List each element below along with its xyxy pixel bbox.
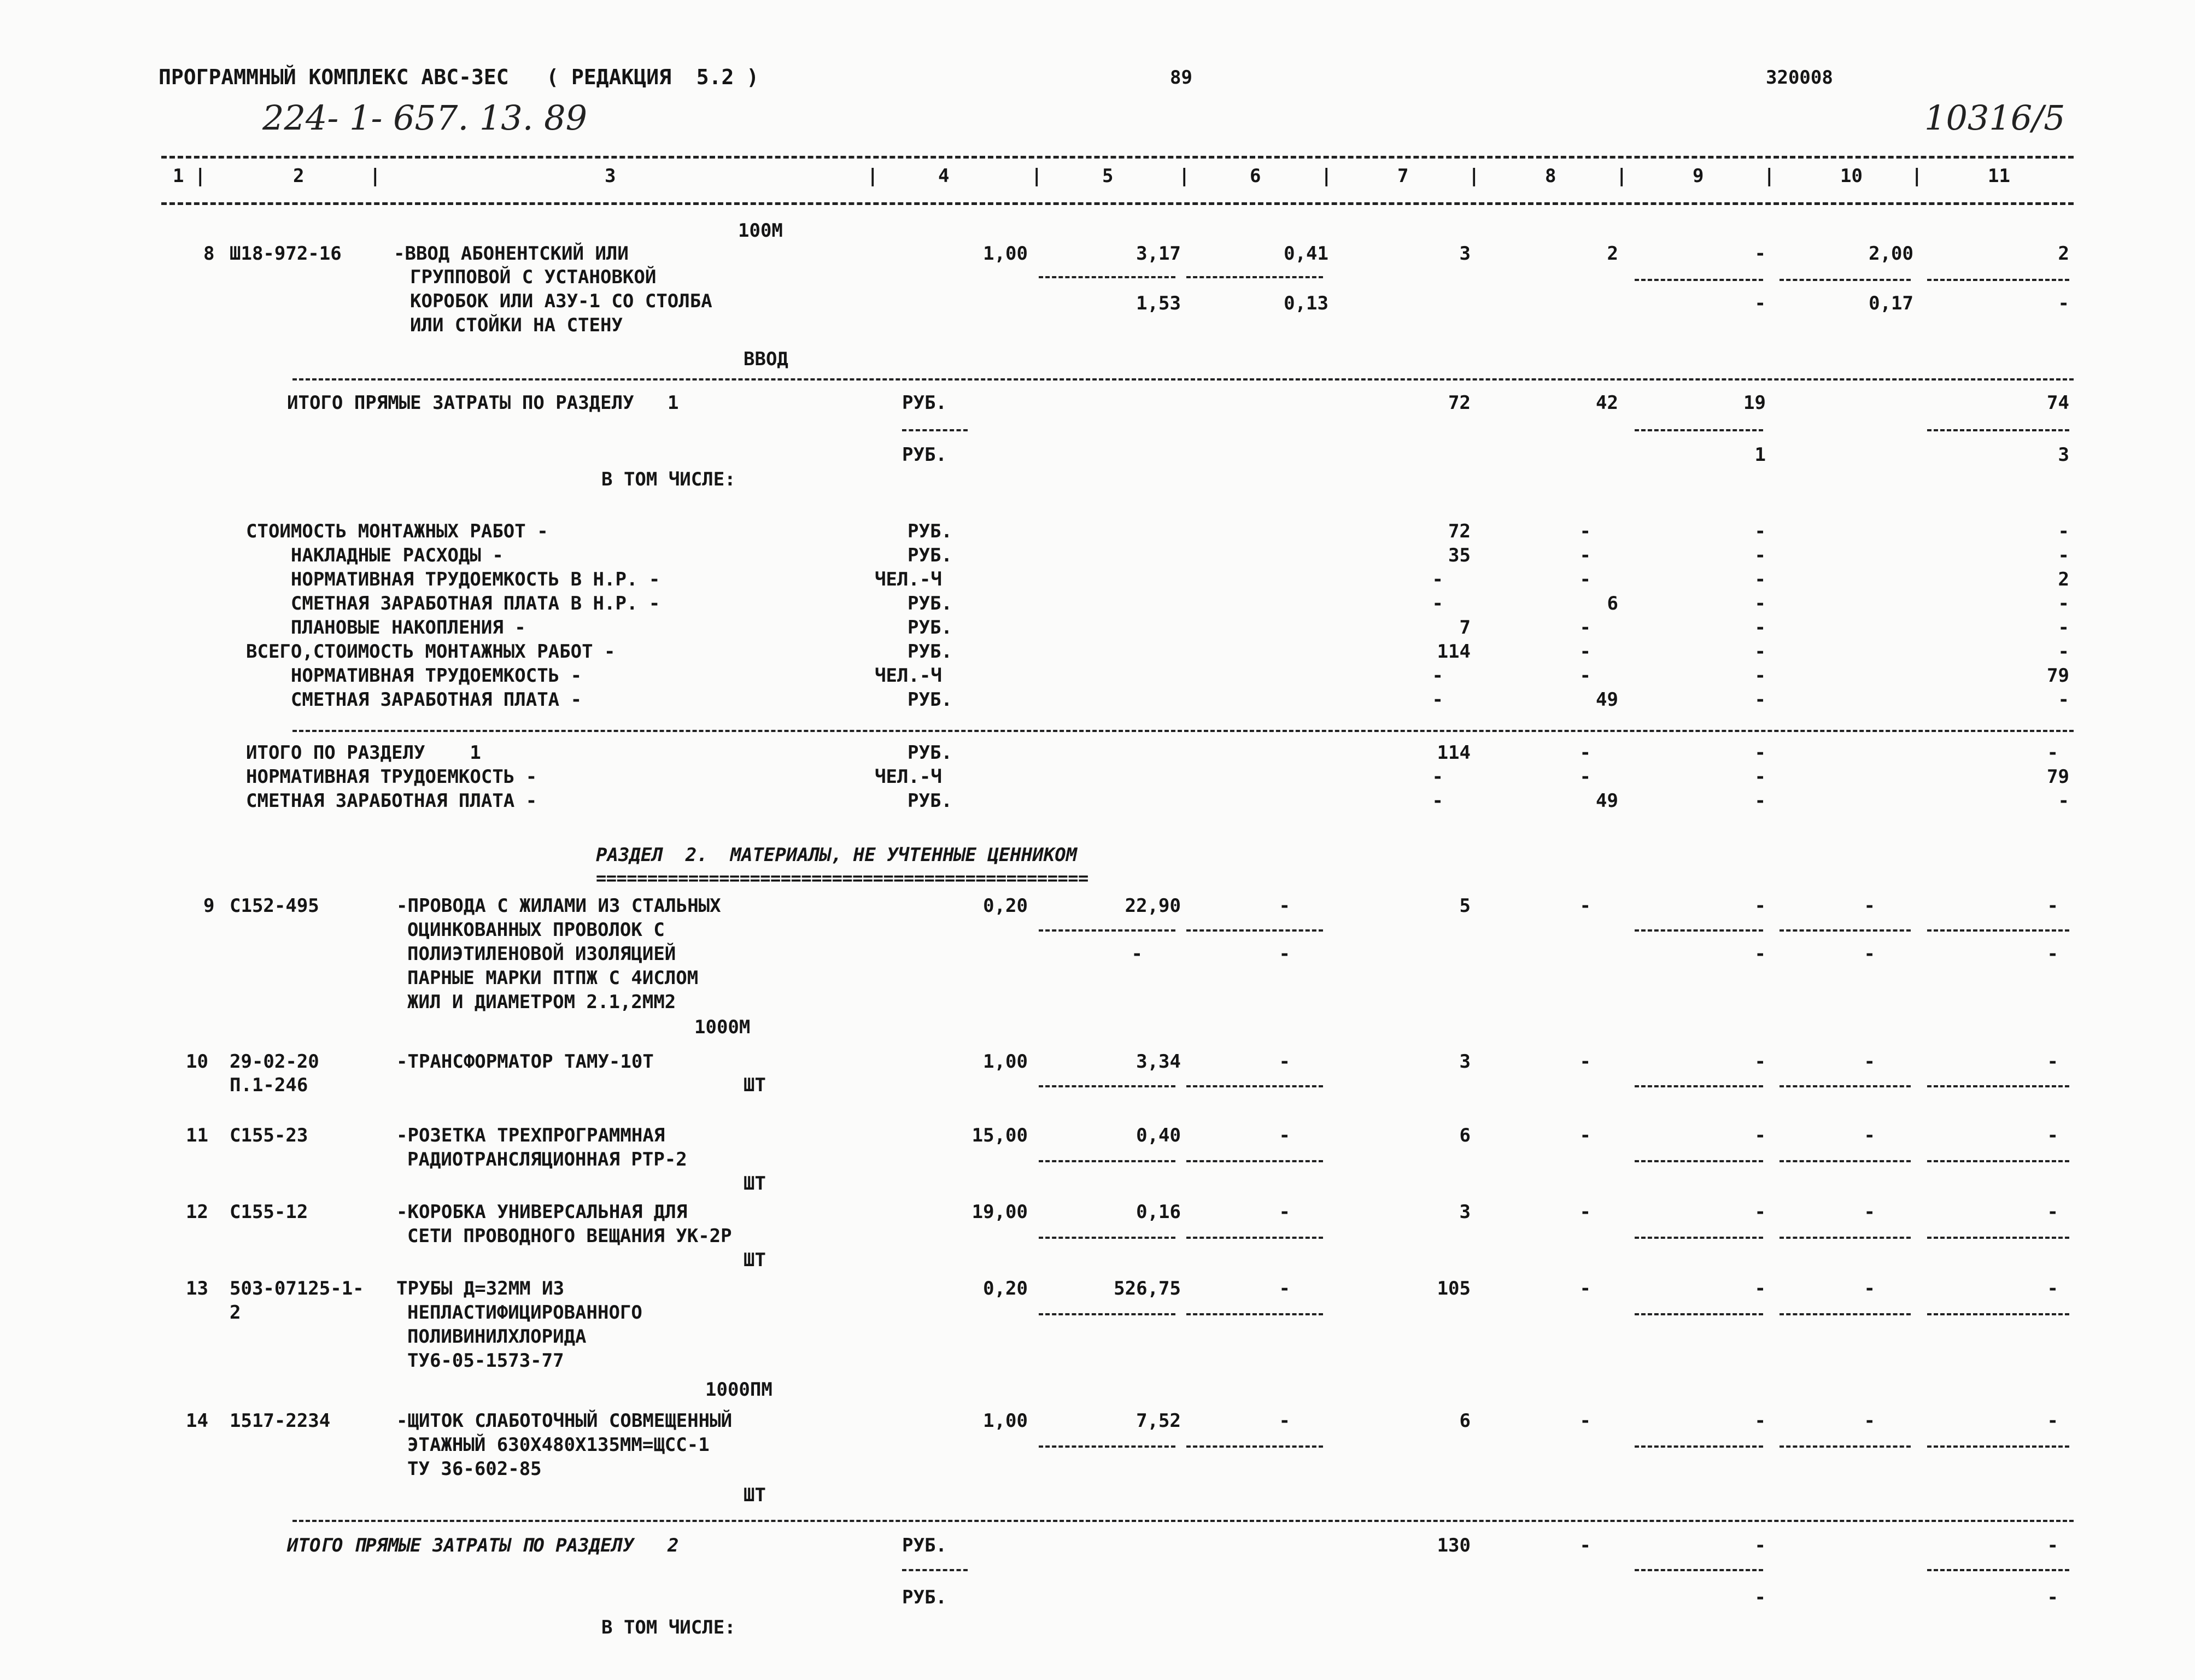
row-unit: 1000ПМ [705,1379,772,1401]
breakdown-col11: 2 [2058,569,2069,590]
row-code-secondary: 2 [230,1302,241,1324]
row-code: С155-23 [230,1125,308,1146]
row-quantity: 15,00 [971,1125,1028,1146]
row-desc-line: ИЛИ СТОЙКИ НА СТЕНУ [410,314,623,336]
row-desc-line: ОЦИНКОВАННЫХ ПРОВОЛОК С [407,919,665,941]
table-top-rule [161,156,2074,159]
col-sep: | [1468,165,1480,187]
row-wage-total: - [1579,1125,1591,1146]
row-desc-line: ГРУППОВОЙ С УСТАНОВКОЙ [410,266,657,288]
breakdown-unit: ЧЕЛ.-Ч [875,665,942,687]
row-code: Ш18-972-16 [230,243,342,265]
row-desc-line: -ПРОВОДА С ЖИЛАМИ ИЗ СТАЛЬНЫХ [396,895,721,917]
row-desc-line: ЭТАЖНЫЙ 630Х480Х135ММ=ЩСС-1 [407,1434,710,1456]
row-number: 9 [203,895,215,917]
breakdown-col7: 114 [1437,641,1471,663]
col-7: 7 [1397,165,1409,187]
totals-col8: - [1579,742,1591,764]
row-number: 14 [186,1410,208,1432]
row-col10: - [1864,895,1875,917]
row-col10: - [1864,1125,1875,1146]
row-wage-cost: - [1279,1278,1290,1299]
breakdown-label: НАКЛАДНЫЕ РАСХОДЫ - [246,545,504,566]
section2-title-underline: ================================================ [596,868,1088,888]
row-unit: 1000М [694,1016,751,1038]
row-col9-secondary: - [1754,292,1766,314]
section2-title: РАЗДЕЛ 2. МАТЕРИАЛЫ, НЕ УЧТЕННЫЕ ЦЕННИКОМ [596,844,1078,866]
breakdown-unit: РУБ. [908,617,952,639]
breakdown-col9: - [1754,569,1766,590]
breakdown-col8: 49 [1596,689,1618,711]
totals-label: НОРМАТИВНАЯ ТРУДОЕМКОСТЬ - [246,766,537,788]
col-4: 4 [938,165,950,187]
row-code: 29-02-20 [230,1051,319,1073]
col-9: 9 [1693,165,1704,187]
row-col9-secondary: - [1754,943,1766,965]
section1-direct-unit-secondary: РУБ. [902,444,947,466]
section2-direct-col8: - [1579,1535,1591,1556]
section1-direct-col9: 19 [1743,392,1766,414]
breakdown-col9: - [1754,545,1766,566]
totals-col7: - [1432,790,1443,812]
row-unit-cost: 7,52 [1136,1410,1181,1432]
section2-direct-col9: - [1754,1535,1766,1556]
breakdown-col11: - [2058,689,2069,711]
row-wage-total: - [1579,1278,1591,1299]
breakdown-col7: - [1432,665,1443,687]
row-col11: - [2047,895,2058,917]
row-unit-cost: 526,75 [1114,1278,1181,1299]
totals-col11: - [2058,790,2069,812]
row-desc-line: ТУ 36-602-85 [407,1458,542,1480]
breakdown-label: НОРМАТИВНАЯ ТРУДОЕМКОСТЬ - [246,665,582,687]
row-desc-line: ТРУБЫ Д=32ММ ИЗ [396,1278,565,1299]
document-code: 320008 [1766,67,1833,89]
section1-direct-col8: 42 [1596,392,1618,414]
row-quantity: 1,00 [983,1051,1028,1073]
page-number: 89 [1170,67,1192,89]
breakdown-unit: РУБ. [908,593,952,614]
row-col10: - [1864,1410,1875,1432]
totals-col9: - [1754,742,1766,764]
row-col9: - [1754,243,1766,265]
breakdown-col11: - [2058,520,2069,542]
col-sep: | [1764,165,1775,187]
section1-direct-col9-secondary: 1 [1754,444,1766,466]
section1-rule [292,378,2074,381]
row-col11: 2 [2058,243,2069,265]
row-unit-cost-secondary: 1,53 [1136,292,1181,314]
breakdown-unit: ЧЕЛ.-Ч [875,569,942,590]
totals-col11: 79 [2047,766,2069,788]
row-quantity: 0,20 [983,895,1028,917]
breakdown-col9: - [1754,665,1766,687]
col-1: 1 [173,165,184,187]
row-desc-line: ПОЛИЭТИЛЕНОВОЙ ИЗОЛЯЦИЕЙ [407,943,676,965]
row-desc-line: КОРОБОК ИЛИ АЗУ-1 СО СТОЛБА [410,290,712,312]
row-col11: - [2047,1278,2058,1299]
breakdown-label: СТОИМОСТЬ МОНТАЖНЫХ РАБОТ - [246,520,548,542]
totals-unit: ЧЕЛ.-Ч [875,766,942,788]
totals-col8: - [1579,766,1591,788]
row-quantity: 1,00 [983,243,1028,265]
row-unit: ШТ [744,1484,766,1506]
breakdown-col7: 35 [1448,545,1471,566]
row-col9: - [1754,1410,1766,1432]
program-title: ПРОГРАММНЫЙ КОМПЛЕКС АВС-ЗЕС ( РЕДАКЦИЯ 5.2 ) [159,65,759,89]
row-code: 1517-2234 [230,1410,331,1432]
row-desc-line: ЖИЛ И ДИАМЕТРОМ 2.1,2ММ2 [407,991,676,1013]
col-sep: | [370,165,381,187]
row-code: С155-12 [230,1201,308,1223]
col-6: 6 [1250,165,1261,187]
section1-direct-col11-secondary: 3 [2058,444,2069,466]
row-total: 3 [1459,1201,1471,1223]
row-total: 3 [1459,243,1471,265]
row-number: 10 [186,1051,208,1073]
breakdown-label: ВСЕГО,СТОИМОСТЬ МОНТАЖНЫХ РАБОТ - [246,641,616,663]
breakdown-col8: - [1579,569,1591,590]
breakdown-col9: - [1754,520,1766,542]
row-quantity: 19,00 [971,1201,1028,1223]
row-unit-cost: 3,34 [1136,1051,1181,1073]
row-col10: - [1864,1051,1875,1073]
row-wage-total: - [1579,1201,1591,1223]
totals-col8: 49 [1596,790,1618,812]
section1-direct-unit: РУБ. [902,392,947,414]
totals-label: ИТОГО ПО РАЗДЕЛУ 1 [246,742,481,764]
breakdown-col8: - [1579,520,1591,542]
breakdown-col7: 7 [1459,617,1471,639]
breakdown-label: СМЕТНАЯ ЗАРАБОТНАЯ ПЛАТА В Н.Р. - [246,593,660,614]
row-col10: - [1864,1201,1875,1223]
row-wage-cost: - [1279,1410,1290,1432]
breakdown-col8: - [1579,545,1591,566]
breakdown-col11: - [2058,545,2069,566]
row-wage-cost: - [1279,1125,1290,1146]
breakdown-unit: РУБ. [908,545,952,566]
section1-direct-col7: 72 [1448,392,1471,414]
breakdown-col9: - [1754,617,1766,639]
section1-direct-label: ИТОГО ПРЯМЫЕ ЗАТРАТЫ ПО РАЗДЕЛУ 1 [287,392,679,414]
totals-unit: РУБ. [908,742,952,764]
row-wage-cost: - [1279,1051,1290,1073]
row-unit: 100М [738,220,783,242]
section2-including-label: В ТОМ ЧИСЛЕ: [601,1617,736,1638]
breakdown-label: НОРМАТИВНАЯ ТРУДОЕМКОСТЬ В Н.Р. - [246,569,660,590]
header-bottom-rule [161,202,2074,205]
row-total: 5 [1459,895,1471,917]
row-col9: - [1754,895,1766,917]
row-wage-total: - [1579,895,1591,917]
row-total: 6 [1459,1125,1471,1146]
section1-including-label: В ТОМ ЧИСЛЕ: [601,469,736,490]
row-col10-secondary: 0,17 [1869,292,1913,314]
row-col11: - [2047,1125,2058,1146]
handwritten-sheet-number: 10316/5 [1924,98,2065,138]
row-col9: - [1754,1201,1766,1223]
col-sep: | [1321,165,1332,187]
breakdown-col7: - [1432,569,1443,590]
section2-direct-unit-secondary: РУБ. [902,1587,947,1608]
totals-label: СМЕТНАЯ ЗАРАБОТНАЯ ПЛАТА - [246,790,537,812]
row-col10: 2,00 [1869,243,1913,265]
section2-direct-col11: - [2047,1535,2058,1556]
row-col10-secondary: - [1864,943,1875,965]
row-wage-cost: - [1279,1201,1290,1223]
row-desc-line: РАДИОТРАНСЛЯЦИОННАЯ РТР-2 [407,1149,687,1170]
row-unit-secondary: ВВОД [744,348,788,370]
row-desc-line: СЕТИ ПРОВОДНОГО ВЕЩАНИЯ УК-2Р [407,1225,732,1247]
col-sep: | [1616,165,1628,187]
section2-direct-unit: РУБ. [902,1535,947,1556]
breakdown-col7: - [1432,593,1443,614]
row-col9: - [1754,1125,1766,1146]
breakdown-col11: - [2058,641,2069,663]
col-sep: | [1031,165,1043,187]
row-col9: - [1754,1051,1766,1073]
row-wage-cost-secondary: 0,13 [1284,292,1328,314]
col-sep: | [1179,165,1190,187]
row-col11: - [2047,1051,2058,1073]
row-number: 13 [186,1278,208,1299]
totals-col9: - [1754,766,1766,788]
row-desc-line: ПОЛИВИНИЛХЛОРИДА [407,1326,587,1348]
row-col10: - [1864,1278,1875,1299]
row-unit-cost-secondary: - [1131,943,1143,965]
row-wage-total: - [1579,1410,1591,1432]
row-unit: ШТ [744,1173,766,1195]
col-11: 11 [1988,165,2010,187]
row-total: 6 [1459,1410,1471,1432]
row-wage-cost: - [1279,895,1290,917]
section2-rule [292,1520,2074,1522]
totals-col7: 114 [1437,742,1471,764]
col-5: 5 [1102,165,1114,187]
row-quantity: 0,20 [983,1278,1028,1299]
section2-direct-col7: 130 [1437,1535,1471,1556]
row-wage-total: 2 [1607,243,1618,265]
col-2: 2 [293,165,305,187]
breakdown-col8: 6 [1607,593,1618,614]
breakdown-col9: - [1754,641,1766,663]
section2-direct-label: ИТОГО ПРЯМЫЕ ЗАТРАТЫ ПО РАЗДЕЛУ 2 [287,1535,679,1556]
handwritten-project-number: 224- 1- 657. 13. 89 [262,98,588,138]
row-number: 8 [203,243,215,265]
totals-unit: РУБ. [908,790,952,812]
breakdown-unit: РУБ. [908,520,952,542]
row-unit-cost: 0,40 [1136,1125,1181,1146]
row-desc-line: НЕПЛАСТИФИЦИРОВАННОГО [407,1302,642,1324]
row-unit: ШТ [744,1074,766,1096]
row-number: 11 [186,1125,208,1146]
breakdown-col11: - [2058,617,2069,639]
row-col9: - [1754,1278,1766,1299]
breakdown-col9: - [1754,689,1766,711]
row-col11: - [2047,1201,2058,1223]
col-3: 3 [605,165,616,187]
breakdown-col11: 79 [2047,665,2069,687]
totals-col11: - [2047,742,2058,764]
section1-totals-rule [292,730,2074,732]
row-total: 3 [1459,1051,1471,1073]
row-desc-line: -РОЗЕТКА ТРЕХПРОГРАММНАЯ [396,1125,665,1146]
row-number: 12 [186,1201,208,1223]
row-total: 105 [1437,1278,1471,1299]
col-8: 8 [1545,165,1556,187]
breakdown-col8: - [1579,665,1591,687]
row-code: С152-495 [230,895,319,917]
row-code-secondary: П.1-246 [230,1074,308,1096]
row-desc-line: -ТРАНСФОРМАТОР ТАМУ-10Т [396,1051,654,1073]
row-desc-line: ПАРНЫЕ МАРКИ ПТПЖ С 4ИСЛОМ [407,967,699,989]
breakdown-label: ПЛАНОВЫЕ НАКОПЛЕНИЯ - [246,617,526,639]
totals-col9: - [1754,790,1766,812]
row-unit-cost: 22,90 [1125,895,1181,917]
row-desc-line: -ЩИТОК СЛАБОТОЧНЫЙ СОВМЕЩЕННЫЙ [396,1410,733,1432]
row-wage-cost-secondary: - [1279,943,1290,965]
breakdown-unit: РУБ. [908,641,952,663]
row-unit-cost: 0,16 [1136,1201,1181,1223]
breakdown-unit: РУБ. [908,689,952,711]
row-unit: ШТ [744,1249,766,1271]
row-quantity: 1,00 [983,1410,1028,1432]
row-code: 503-07125-1- [230,1278,364,1299]
breakdown-col11: - [2058,593,2069,614]
breakdown-col8: - [1579,641,1591,663]
col-10: 10 [1840,165,1863,187]
breakdown-col7: 72 [1448,520,1471,542]
breakdown-label: СМЕТНАЯ ЗАРАБОТНАЯ ПЛАТА - [246,689,582,711]
row-wage-cost: 0,41 [1284,243,1328,265]
row-col11-secondary: - [2047,943,2058,965]
section2-direct-col11-secondary: - [2047,1587,2058,1608]
col-sep: | [195,165,206,187]
section1-direct-col11: 74 [2047,392,2069,414]
totals-col7: - [1432,766,1443,788]
col-sep: | [1911,165,1923,187]
row-col11: - [2047,1410,2058,1432]
row-desc-line: -КОРОБКА УНИВЕРСАЛЬНАЯ ДЛЯ [396,1201,688,1223]
row-col11-secondary: - [2058,292,2069,314]
section2-direct-col9-secondary: - [1754,1587,1766,1608]
col-sep: | [867,165,879,187]
row-wage-total: - [1579,1051,1591,1073]
breakdown-col9: - [1754,593,1766,614]
breakdown-col7: - [1432,689,1443,711]
row-desc-line: -ВВОД АБОНЕНТСКИЙ ИЛИ [394,243,629,265]
breakdown-col8: - [1579,617,1591,639]
row-unit-cost: 3,17 [1136,243,1181,265]
row-desc-line: ТУ6-05-1573-77 [407,1350,564,1372]
